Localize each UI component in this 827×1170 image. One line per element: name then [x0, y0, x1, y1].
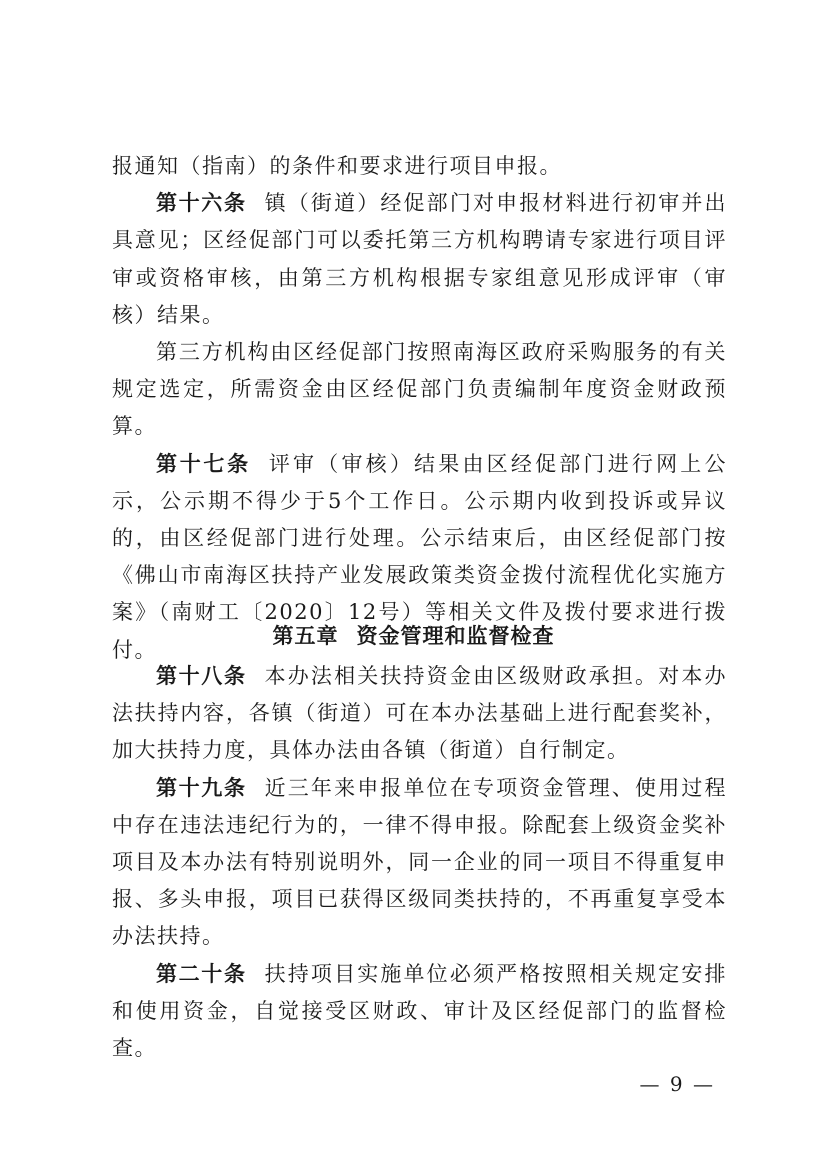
article-16-label: 第十六条: [156, 191, 247, 216]
body-text-upper: [112, 148, 727, 669]
article-17-label: 第十七条: [156, 451, 251, 476]
chapter-number: 第五章: [272, 624, 339, 648]
article-20-label: 第二十条: [156, 961, 247, 986]
article-19: [112, 770, 727, 956]
paragraph-continuation: 报通知（指南）的条件和要求进行项目申报。: [112, 154, 562, 178]
page-number: — 9 —: [639, 1072, 715, 1096]
article-19-text: 近三年来申报单位在专项资金管理、使用过程中存在违法违纪行为的，一律不得申报。除配套上级资金奖补项目及本办法有特别说明外，同一企业的同一项目不得重复申报、多头申报，项目已获得区级同类扶持的，不再重复享受本办法扶持。: [112, 775, 727, 949]
article-16-text: 镇（街道）经促部门对申报材料进行初审并出具意见；区经促部门可以委托第三方机构聘请专家进行项目评审或资格审核，由第三方机构根据专家组意见形成评审（审核）结果。: [112, 191, 727, 327]
article-16: [112, 185, 727, 334]
article-20: [112, 956, 727, 1068]
chapter-heading: [0, 618, 827, 655]
article-17-text: 评审（审核）结果由区经促部门进行网上公示，公示期不得少于5个工作日。公示期内收到投诉或异议的，由区经促部门进行处理。公示结束后，由区经促部门按《佛山市南海区扶持产业发展政策类资金拨付流程优化实施方案》（南财工〔2020〕12号）等相关文件及拨付要求进行拨付。: [112, 451, 728, 662]
article-18-label: 第十八条: [156, 664, 247, 688]
body-text-lower: [112, 658, 727, 1067]
paragraph-third-party: 第三方机构由区经促部门按照南海区政府采购服务的有关规定选定，所需资金由区经促部门负责编制年度资金财政预算。: [112, 340, 727, 439]
article-19-label: 第十九条: [156, 775, 247, 800]
article-18-text: 本办法相关扶持资金由区级财政承担。对本办法扶持内容，各镇（街道）可在本办法基础上进行配套奖补，加大扶持力度，具体办法由各镇（街道）自行制定。: [112, 664, 727, 763]
chapter-title-text: 资金管理和监督检查: [356, 624, 555, 648]
article-20-text: 扶持项目实施单位必须严格按照相关规定安排和使用资金，自觉接受区财政、审计及区经促部门的监督检查。: [112, 961, 727, 1061]
article-18: [112, 658, 727, 770]
